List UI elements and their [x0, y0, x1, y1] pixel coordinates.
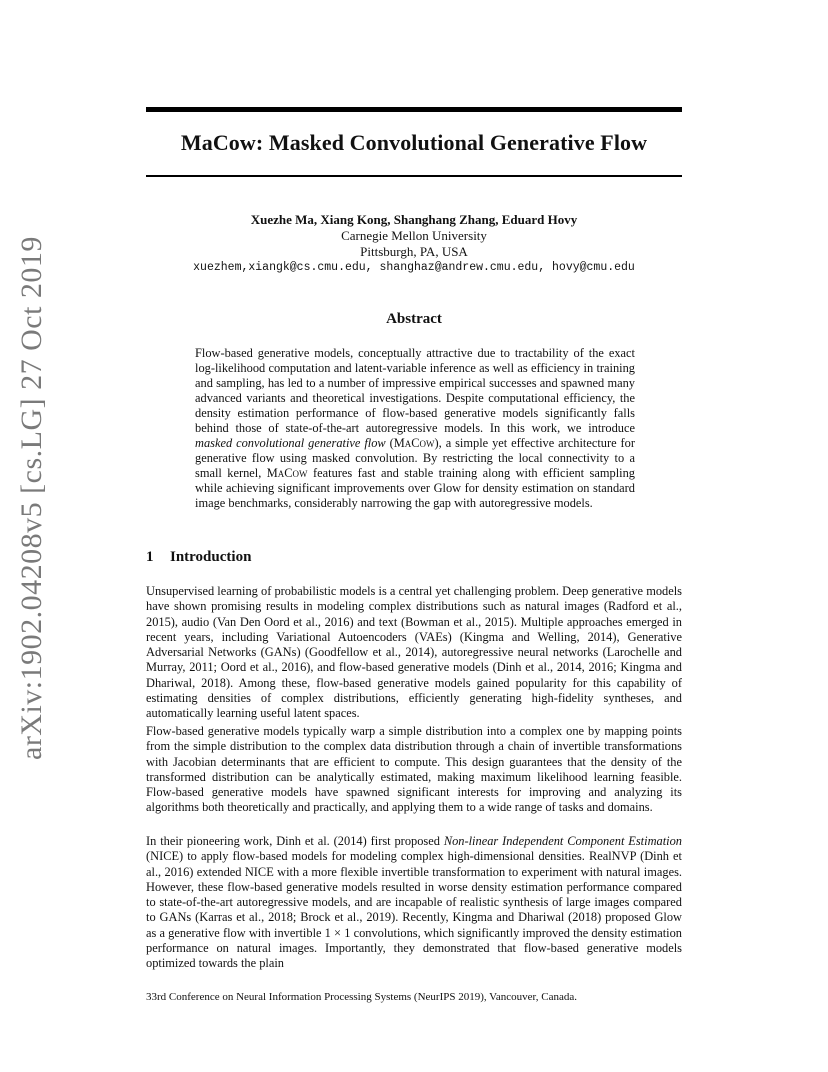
author-names: Xuezhe Ma, Xiang Kong, Shanghang Zhang, Eduard Hovy	[250, 212, 578, 227]
intro-paragraph-3	[146, 834, 682, 972]
author-emails: xuezhem,xiangk@cs.cmu.edu, shanghaz@andrew.cmu.edu, hovy@cmu.edu	[193, 261, 635, 274]
paragraph-part: (NICE) to apply flow-based models for modeling complex high-dimensional densities. RealNVP (Dinh et al., 2016) extended NICE with a more flexible invertible transformation to experiment with natural images. However, these flow-based generative models resulted in worse density estimation performance compared to state-of-the-art autoregressive models, and are incapable of realistic synthesis of large images compared to GANs (Karras et al., 2018; Brock et al., 2019). Recently, Kingma and Dhariwal (2018) proposed Glow as a generative flow with invertible 1 × 1 convolutions, which significantly improved the density estimation performance on natural images. Importantly, they demonstrated that flow-based generative models optimized towards the plain	[146, 849, 682, 971]
section-title: Introduction	[170, 549, 252, 565]
intro-paragraph-1: Unsupervised learning of probabilistic models is a central yet challenging problem. Deep generative models have shown promising results in modeling complex distributions such as natural images (Radford et al., 2015), audio (Van Den Oord et al., 2016) and text (Bowman et al., 2015). Multiple approaches emerged in recent years, including Variational Autoencoders (VAEs) (Kingma and Welling, 2014), Generative Adversarial Networks (GANs) (Goodfellow et al., 2014), autoregressive neural networks (Larochelle and Murray, 2011; Oord et al., 2016), and flow-based generative models (Dinh et al., 2014, 2016; Kingma and Dhariwal, 2018). Among these, flow-based generative models gained popularity for this capability of estimating densities of complex distributions, efficiently generating high-fidelity syntheses, and automatically learning useful latent spaces.	[146, 584, 682, 721]
abstract-part: ), a simple yet effective architecture for generative flow using masked convolution. By restricting the local connectivity to a small kernel,	[195, 436, 635, 480]
arxiv-stamp: arXiv:1902.04208v5 [cs.LG] 27 Oct 2019	[15, 236, 48, 760]
macow-name: MaCow	[393, 436, 435, 450]
abstract-text	[195, 346, 635, 511]
author-affiliation: Carnegie Mellon University	[341, 228, 487, 243]
conference-footer: 33rd Conference on Neural Information Processing Systems (NeurIPS 2019), Vancouver, Canada.	[146, 991, 578, 1003]
paragraph-emphasis: Non-linear Independent Component Estimation	[443, 834, 682, 848]
paper-title: MaCow: Masked Convolutional Generative Flow	[180, 130, 648, 155]
paragraph-part: In their pioneering work, Dinh et al. (2014) first proposed	[146, 834, 444, 848]
section-heading	[146, 549, 251, 566]
title-bottom-rule	[146, 175, 682, 177]
abstract-part: features fast and stable training along with efficient sampling while achieving significant improvements over Glow for density estimation on standard image benchmarks, considerably narrowing the gap with autoregressive models.	[195, 466, 635, 510]
abstract-emphasis: masked convolutional generative flow	[195, 436, 386, 450]
intro-paragraph-2: Flow-based generative models typically warp a simple distribution into a complex one by mapping points from the simple distribution to the complex data distribution through a chain of invertible transformations with Jacobian determinants that are efficient to compute. This design guarantees that the density of the transformed distribution can be analytically estimated, making maximum likelihood learning feasible. Flow-based generative models have spawned significant interests for improving and analyzing its algorithms both theoretically and practically, and applying them to a wide range of tasks and domains.	[146, 724, 682, 815]
title-top-rule	[146, 107, 682, 112]
section-number: 1	[146, 549, 154, 565]
macow-name: MaCow	[266, 466, 308, 480]
author-block	[146, 212, 682, 276]
abstract-heading: Abstract	[386, 311, 442, 327]
author-location: Pittsburgh, PA, USA	[360, 244, 468, 259]
abstract-part: Flow-based generative models, conceptually attractive due to tractability of the exact log-likelihood computation and latent-variable inference as well as efficiency in training and sampling, has led to a number of impressive empirical successes and spawned many advanced variants and theoretical investigations. Despite computational efficiency, the density estimation performance of flow-based generative models significantly falls behind those of state-of-the-art autoregressive models. In this work, we introduce	[195, 346, 635, 435]
abstract-part: (	[385, 436, 394, 450]
